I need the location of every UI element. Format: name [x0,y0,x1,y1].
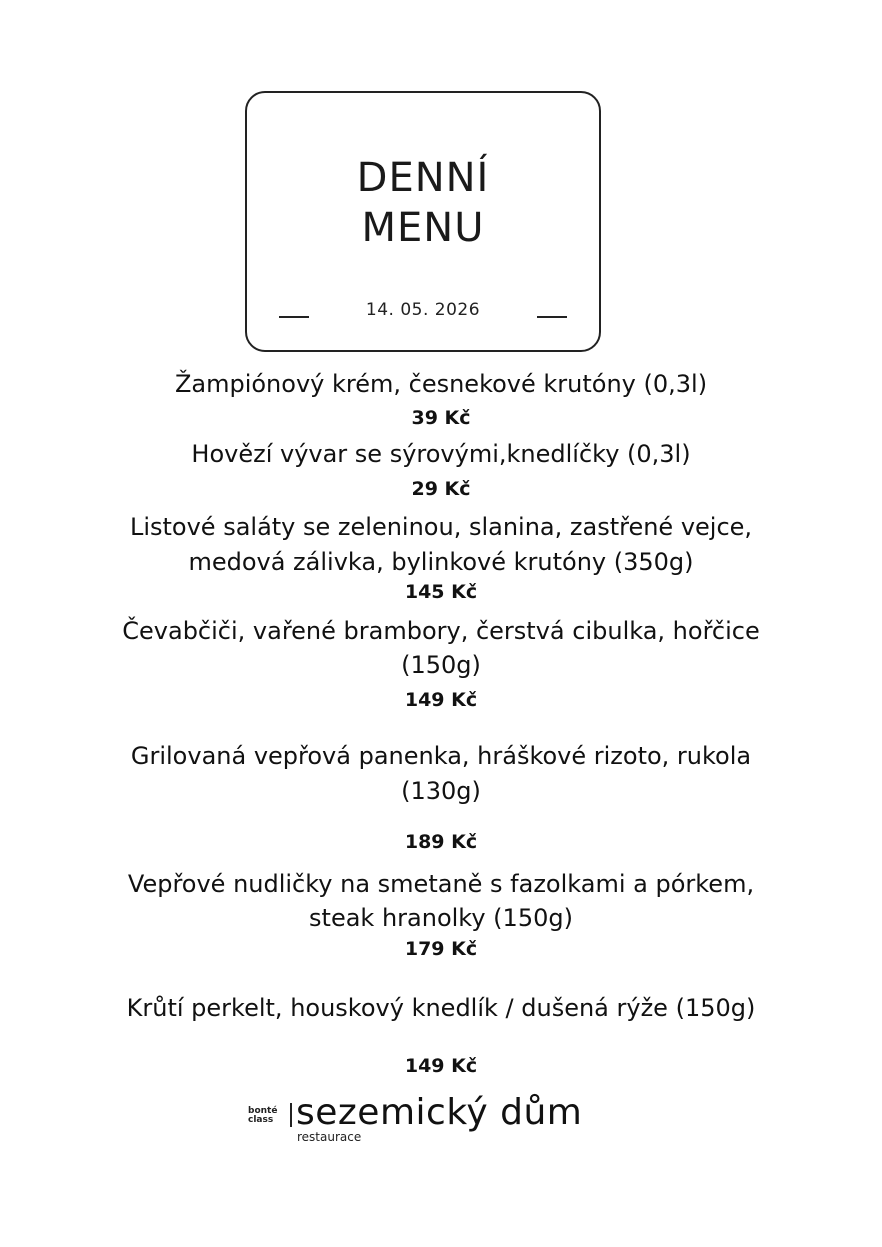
dish-3-name-line-1: Listové saláty se zeleninou, slanina, zastřené vejce, [129,513,753,541]
dish-4-name-line-1: Čevabčiči, vařené brambory, čerstvá cibulka, hořčice [122,617,760,645]
dish-7-name: Krůtí perkelt, houskový knedlík / dušená rýže (150g) [126,994,756,1022]
logo-divider [290,1103,292,1127]
dish-4-name-line-2: (150g) [401,651,481,679]
logo-brand-small [248,1107,277,1125]
dish-7-price: 149 Kč [404,1055,478,1077]
logo-brand-line-2: class [248,1115,274,1125]
dish-2-price: 29 Kč [411,478,471,500]
dish-5-price: 189 Kč [404,831,478,853]
dish-6-name-line-1: Vepřové nudličky na smetaně s fazolkami a pórkem, [127,870,755,898]
date-rule-right [537,316,567,318]
menu-header-box [245,91,601,352]
dish-2-name: Hovězí vývar se sýrovými,knedlíčky (0,3l) [191,440,691,468]
logo-name: sezemický dům [296,1092,583,1133]
restaurant-logo [248,1093,628,1153]
menu-date: 14. 05. 2026 [365,300,481,320]
logo-brand-line-1: bonté [248,1106,278,1116]
dish-6-price: 179 Kč [404,938,478,960]
dish-5-name-line-2: (130g) [401,777,481,805]
dish-1-name: Žampiónový krém, česnekové krutóny (0,3l) [174,370,708,398]
dish-6-name-line-2: steak hranolky (150g) [309,904,573,932]
logo-subtitle: restaurace [297,1130,362,1144]
menu-title [247,153,599,253]
menu-title-line-2: MENU [361,205,485,251]
dish-1-price: 39 Kč [411,407,471,429]
dish-5-name-line-1: Grilovaná vepřová panenka, hráškové rizoto, rukola [130,742,752,770]
dish-3-name-line-2: medová zálivka, bylinkové krutóny (350g) [188,548,694,576]
menu-title-line-1: DENNÍ [356,155,490,201]
dish-3-price: 145 Kč [404,581,478,603]
dish-4-price: 149 Kč [404,689,478,711]
